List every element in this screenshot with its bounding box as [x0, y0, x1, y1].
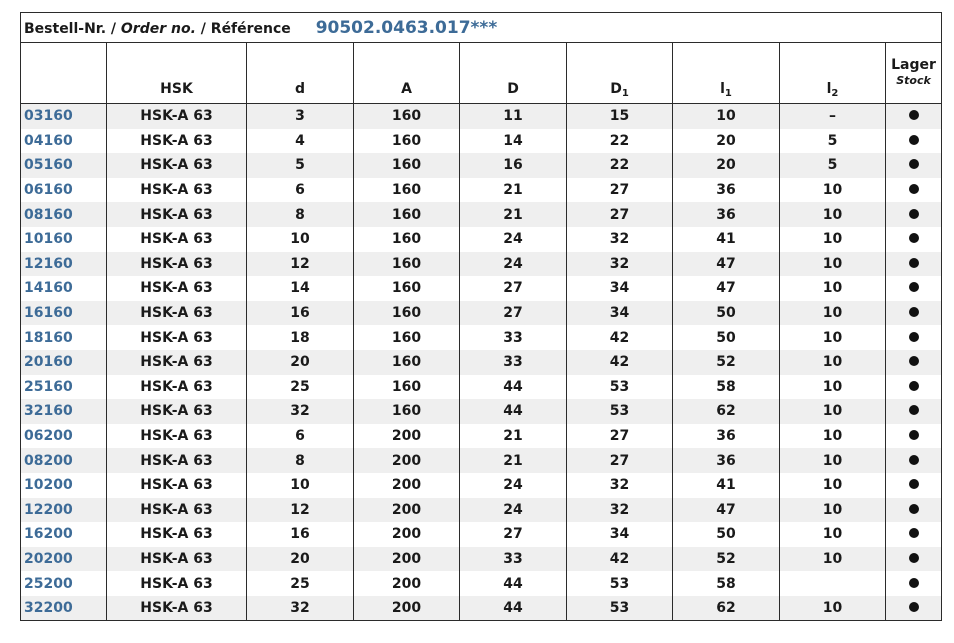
big-d-cell: 21 [460, 448, 567, 473]
in-stock-dot-icon [909, 479, 919, 489]
d1-cell: 34 [567, 301, 673, 326]
d1-cell: 32 [567, 498, 673, 523]
table-row [21, 252, 942, 277]
d1-cell: 32 [567, 252, 673, 277]
order-number-cell: 16200 [21, 522, 107, 547]
table-row [21, 129, 942, 154]
d-cell: 18 [247, 325, 354, 350]
hsk-cell: HSK-A 63 [107, 350, 247, 375]
table-row [21, 498, 942, 523]
stock-cell [886, 252, 942, 277]
d1-cell: 42 [567, 350, 673, 375]
big-d-cell: 24 [460, 252, 567, 277]
a-cell: 200 [354, 596, 460, 621]
a-cell: 200 [354, 424, 460, 449]
d1-cell: 22 [567, 129, 673, 154]
table-row [21, 399, 942, 424]
d-cell: 12 [247, 498, 354, 523]
hsk-cell: HSK-A 63 [107, 448, 247, 473]
l2-cell: 10 [780, 227, 886, 252]
l1-cell: 10 [673, 104, 780, 129]
l1-cell: 20 [673, 129, 780, 154]
l1-cell: 47 [673, 252, 780, 277]
hsk-cell: HSK-A 63 [107, 498, 247, 523]
order-number-cell: 08160 [21, 202, 107, 227]
l2-cell: 10 [780, 399, 886, 424]
l2-cell: 10 [780, 350, 886, 375]
table-row [21, 153, 942, 178]
product-table-container [20, 12, 941, 621]
big-d-cell: 44 [460, 399, 567, 424]
d1-main: D [610, 81, 622, 97]
l2-cell: 10 [780, 325, 886, 350]
in-stock-dot-icon [909, 356, 919, 366]
label-reference: / Référence [200, 20, 291, 37]
table-row [21, 301, 942, 326]
a-cell: 160 [354, 399, 460, 424]
d1-cell: 15 [567, 104, 673, 129]
l1-cell: 41 [673, 227, 780, 252]
d-cell: 5 [247, 153, 354, 178]
table-row [21, 104, 942, 129]
a-cell: 160 [354, 129, 460, 154]
d1-sub: 1 [621, 88, 629, 99]
l2-cell: 10 [780, 276, 886, 301]
l1-cell: 36 [673, 178, 780, 203]
d-cell: 4 [247, 129, 354, 154]
big-d-cell: 24 [460, 473, 567, 498]
order-number-cell: 06200 [21, 424, 107, 449]
l1-cell: 36 [673, 424, 780, 449]
a-cell: 160 [354, 153, 460, 178]
d-cell: 25 [247, 571, 354, 596]
d-cell: 10 [247, 473, 354, 498]
big-d-cell: 44 [460, 596, 567, 621]
title-cell [21, 13, 942, 43]
in-stock-dot-icon [909, 110, 919, 120]
hsk-cell: HSK-A 63 [107, 202, 247, 227]
d-cell: 10 [247, 227, 354, 252]
order-number-cell: 10200 [21, 473, 107, 498]
a-cell: 160 [354, 301, 460, 326]
in-stock-dot-icon [909, 528, 919, 538]
d-cell: 6 [247, 178, 354, 203]
d-cell: 12 [247, 252, 354, 277]
l1-cell: 52 [673, 547, 780, 572]
big-d-cell: 33 [460, 547, 567, 572]
stock-cell [886, 325, 942, 350]
product-table [20, 12, 942, 621]
l1-main: l [720, 81, 725, 97]
l1-cell: 58 [673, 375, 780, 400]
order-number-cell: 04160 [21, 129, 107, 154]
order-number-cell: 25160 [21, 375, 107, 400]
l2-cell: 10 [780, 473, 886, 498]
table-row [21, 325, 942, 350]
d1-cell: 53 [567, 596, 673, 621]
column-header-order [21, 43, 107, 104]
d1-cell: 27 [567, 202, 673, 227]
table-row [21, 276, 942, 301]
l1-cell: 47 [673, 276, 780, 301]
in-stock-dot-icon [909, 405, 919, 415]
d-cell: 6 [247, 424, 354, 449]
in-stock-dot-icon [909, 135, 919, 145]
l1-sub: 1 [724, 88, 732, 99]
order-number-cell: 10160 [21, 227, 107, 252]
hsk-cell: HSK-A 63 [107, 276, 247, 301]
column-header-a: A [354, 43, 460, 104]
order-number-cell: 32160 [21, 399, 107, 424]
d1-cell: 42 [567, 547, 673, 572]
table-row [21, 448, 942, 473]
stock-cell [886, 276, 942, 301]
a-cell: 160 [354, 178, 460, 203]
hsk-cell: HSK-A 63 [107, 596, 247, 621]
order-number-cell: 14160 [21, 276, 107, 301]
a-cell: 160 [354, 276, 460, 301]
hsk-cell: HSK-A 63 [107, 424, 247, 449]
hsk-cell: HSK-A 63 [107, 252, 247, 277]
column-header-row [21, 43, 942, 104]
table-row [21, 202, 942, 227]
d-cell: 16 [247, 301, 354, 326]
hsk-cell: HSK-A 63 [107, 325, 247, 350]
order-number-cell: 16160 [21, 301, 107, 326]
d-cell: 20 [247, 547, 354, 572]
order-number-cell: 08200 [21, 448, 107, 473]
d-cell: 8 [247, 202, 354, 227]
big-d-cell: 33 [460, 325, 567, 350]
hsk-cell: HSK-A 63 [107, 227, 247, 252]
order-number-cell: 32200 [21, 596, 107, 621]
in-stock-dot-icon [909, 233, 919, 243]
l2-main: l [826, 81, 832, 97]
hsk-cell: HSK-A 63 [107, 547, 247, 572]
hsk-cell: HSK-A 63 [107, 522, 247, 547]
in-stock-dot-icon [909, 258, 919, 268]
in-stock-dot-icon [909, 578, 919, 588]
big-d-cell: 44 [460, 571, 567, 596]
lager-label: Lager [891, 57, 936, 73]
l1-cell: 36 [673, 448, 780, 473]
stock-cell [886, 129, 942, 154]
column-header-d: d [247, 43, 354, 104]
column-header-big-d: D [460, 43, 567, 104]
l2-cell: 10 [780, 522, 886, 547]
l2-cell [780, 571, 886, 596]
d1-cell: 53 [567, 399, 673, 424]
hsk-cell: HSK-A 63 [107, 301, 247, 326]
stock-cell [886, 375, 942, 400]
order-number-cell: 20160 [21, 350, 107, 375]
column-header-l2 [780, 43, 886, 104]
stock-cell [886, 448, 942, 473]
big-d-cell: 27 [460, 276, 567, 301]
order-number-cell: 25200 [21, 571, 107, 596]
d-cell: 16 [247, 522, 354, 547]
big-d-cell: 27 [460, 301, 567, 326]
stock-cell [886, 350, 942, 375]
l2-cell: 10 [780, 498, 886, 523]
l2-cell: 5 [780, 129, 886, 154]
order-number-cell: 12200 [21, 498, 107, 523]
d1-cell: 34 [567, 522, 673, 547]
table-row [21, 596, 942, 621]
in-stock-dot-icon [909, 332, 919, 342]
in-stock-dot-icon [909, 282, 919, 292]
stock-cell [886, 399, 942, 424]
l1-cell: 36 [673, 202, 780, 227]
a-cell: 200 [354, 522, 460, 547]
a-cell: 160 [354, 104, 460, 129]
big-d-cell: 27 [460, 522, 567, 547]
big-d-cell: 33 [460, 350, 567, 375]
table-body [21, 104, 942, 621]
d1-cell: 27 [567, 448, 673, 473]
a-cell: 160 [354, 350, 460, 375]
big-d-cell: 11 [460, 104, 567, 129]
hsk-cell: HSK-A 63 [107, 399, 247, 424]
order-code: 90502.0463.017*** [315, 17, 498, 38]
stock-cell [886, 301, 942, 326]
d-cell: 8 [247, 448, 354, 473]
l1-cell: 41 [673, 473, 780, 498]
d1-cell: 53 [567, 375, 673, 400]
big-d-cell: 16 [460, 153, 567, 178]
l2-cell: 5 [780, 153, 886, 178]
big-d-cell: 44 [460, 375, 567, 400]
order-number-cell: 05160 [21, 153, 107, 178]
big-d-cell: 21 [460, 178, 567, 203]
l1-cell: 20 [673, 153, 780, 178]
l2-cell: 10 [780, 252, 886, 277]
d-cell: 32 [247, 399, 354, 424]
l1-cell: 50 [673, 325, 780, 350]
l2-sub: 2 [831, 88, 839, 99]
label-bestell-nr: Bestell-Nr. / [24, 20, 117, 37]
a-cell: 200 [354, 498, 460, 523]
d1-cell: 32 [567, 473, 673, 498]
l2-cell: 10 [780, 375, 886, 400]
order-number-cell: 06160 [21, 178, 107, 203]
d1-cell: 32 [567, 227, 673, 252]
in-stock-dot-icon [909, 430, 919, 440]
l1-cell: 58 [673, 571, 780, 596]
l2-cell: 10 [780, 547, 886, 572]
l2-cell: 10 [780, 448, 886, 473]
hsk-cell: HSK-A 63 [107, 104, 247, 129]
a-cell: 160 [354, 227, 460, 252]
stock-cell [886, 571, 942, 596]
l1-cell: 52 [673, 350, 780, 375]
stock-cell [886, 473, 942, 498]
big-d-cell: 24 [460, 227, 567, 252]
in-stock-dot-icon [909, 307, 919, 317]
d1-cell: 27 [567, 178, 673, 203]
big-d-cell: 21 [460, 424, 567, 449]
a-cell: 160 [354, 252, 460, 277]
d1-cell: 22 [567, 153, 673, 178]
l2-cell: – [780, 104, 886, 129]
hsk-cell: HSK-A 63 [107, 473, 247, 498]
hsk-cell: HSK-A 63 [107, 178, 247, 203]
a-cell: 160 [354, 375, 460, 400]
order-number-cell: 03160 [21, 104, 107, 129]
l1-cell: 50 [673, 522, 780, 547]
in-stock-dot-icon [909, 455, 919, 465]
d-cell: 3 [247, 104, 354, 129]
stock-cell [886, 178, 942, 203]
stock-label: Stock [896, 74, 931, 87]
stock-cell [886, 424, 942, 449]
table-row [21, 350, 942, 375]
stock-cell [886, 498, 942, 523]
column-header-lager [886, 43, 942, 104]
l2-cell: 10 [780, 202, 886, 227]
in-stock-dot-icon [909, 381, 919, 391]
l1-cell: 62 [673, 596, 780, 621]
stock-cell [886, 153, 942, 178]
column-header-l1 [673, 43, 780, 104]
l2-cell: 10 [780, 596, 886, 621]
table-row [21, 227, 942, 252]
l2-cell: 10 [780, 301, 886, 326]
table-row [21, 473, 942, 498]
table-row [21, 178, 942, 203]
d1-cell: 42 [567, 325, 673, 350]
hsk-cell: HSK-A 63 [107, 153, 247, 178]
column-header-d1 [567, 43, 673, 104]
in-stock-dot-icon [909, 602, 919, 612]
a-cell: 160 [354, 202, 460, 227]
in-stock-dot-icon [909, 159, 919, 169]
hsk-cell: HSK-A 63 [107, 129, 247, 154]
d-cell: 32 [247, 596, 354, 621]
big-d-cell: 14 [460, 129, 567, 154]
big-d-cell: 24 [460, 498, 567, 523]
title-row [21, 13, 942, 43]
d-cell: 14 [247, 276, 354, 301]
big-d-cell: 21 [460, 202, 567, 227]
hsk-cell: HSK-A 63 [107, 571, 247, 596]
l1-cell: 62 [673, 399, 780, 424]
a-cell: 200 [354, 571, 460, 596]
l1-cell: 47 [673, 498, 780, 523]
table-row [21, 424, 942, 449]
d1-cell: 53 [567, 571, 673, 596]
l2-cell: 10 [780, 424, 886, 449]
stock-cell [886, 104, 942, 129]
order-number-cell: 12160 [21, 252, 107, 277]
label-order-no: Order no. [120, 20, 196, 37]
order-number-cell: 18160 [21, 325, 107, 350]
table-row [21, 375, 942, 400]
stock-cell [886, 522, 942, 547]
a-cell: 200 [354, 473, 460, 498]
table-row [21, 522, 942, 547]
stock-cell [886, 547, 942, 572]
l2-cell: 10 [780, 178, 886, 203]
a-cell: 200 [354, 547, 460, 572]
in-stock-dot-icon [909, 553, 919, 563]
stock-cell [886, 227, 942, 252]
table-row [21, 571, 942, 596]
hsk-cell: HSK-A 63 [107, 375, 247, 400]
order-number-cell: 20200 [21, 547, 107, 572]
in-stock-dot-icon [909, 184, 919, 194]
stock-cell [886, 596, 942, 621]
d-cell: 20 [247, 350, 354, 375]
stock-cell [886, 202, 942, 227]
a-cell: 160 [354, 325, 460, 350]
d1-cell: 27 [567, 424, 673, 449]
table-row [21, 547, 942, 572]
d-cell: 25 [247, 375, 354, 400]
in-stock-dot-icon [909, 504, 919, 514]
d1-cell: 34 [567, 276, 673, 301]
column-header-hsk: HSK [107, 43, 247, 104]
a-cell: 200 [354, 448, 460, 473]
in-stock-dot-icon [909, 209, 919, 219]
l1-cell: 50 [673, 301, 780, 326]
